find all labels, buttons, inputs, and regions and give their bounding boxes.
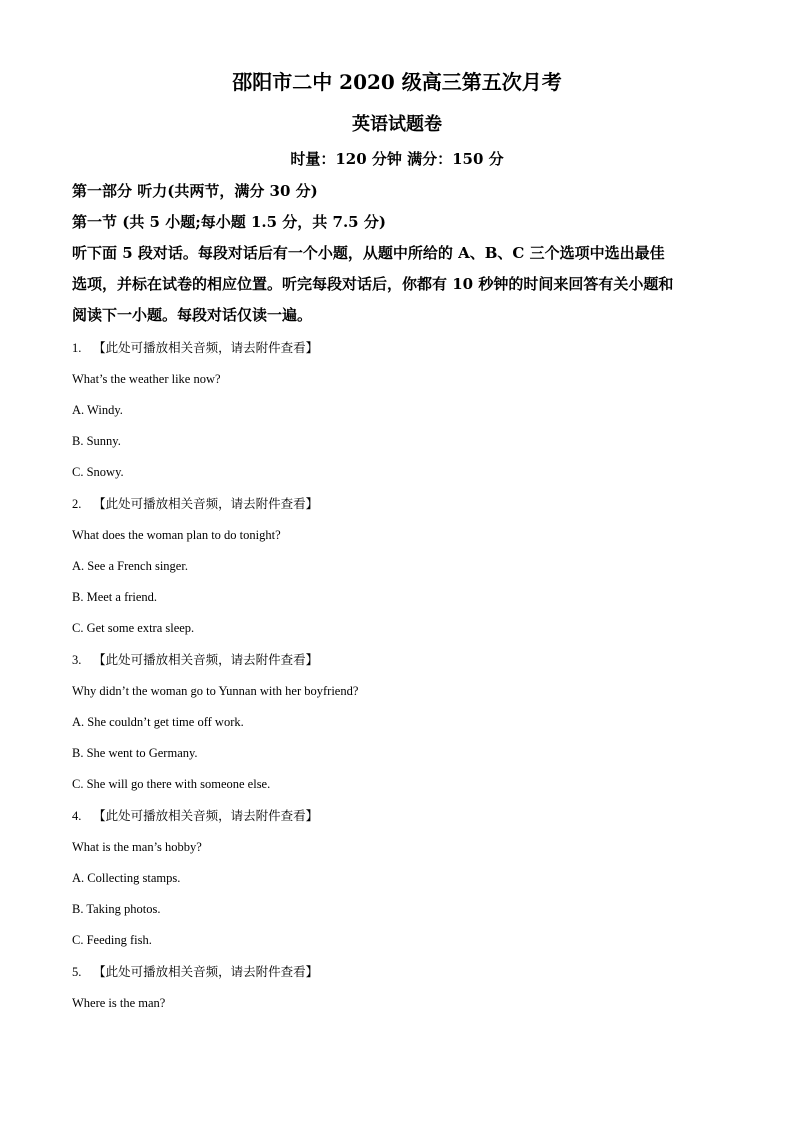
question-number: 2. [72,497,82,511]
question-2-option-a: A. See a French singer. [72,559,188,573]
question-number: 5. [72,965,82,979]
exam-time-and-score: 时量：120 分钟 满分：150 分 [290,150,504,168]
section-heading: 第一节 (共 5 小题;每小题 1.5 分，共 7.5 分) [72,213,386,231]
question-number: 1. [72,341,82,355]
question-2-text: What does the woman plan to do tonight? [72,528,281,542]
question-4-text: What is the man’s hobby? [72,840,202,854]
question-2-header [72,495,318,513]
question-2-option-b: B. Meet a friend. [72,590,158,604]
audio-placeholder-note: 【此处可播放相关音频，请去附件查看】 [93,653,319,667]
question-4-option-b: B. Taking photos. [72,902,161,916]
question-4-option-a: A. Collecting stamps. [72,871,181,885]
instructions-line-3: 阅读下一小题。每段对话仅读一遍。 [72,306,313,324]
question-number: 4. [72,809,82,823]
question-1-option-c: C. Snowy. [72,465,124,479]
question-4-header [72,807,318,825]
instructions-line-2: 选项，并标在试卷的相应位置。听完每段对话后，你都有 10 秒钟的时间来回答有关小题和 [72,275,674,293]
question-5-text: Where is the man? [72,996,166,1010]
question-3-option-c: C. She will go there with someone else. [72,777,271,791]
question-1-text: What’s the weather like now? [72,372,221,386]
question-3-text: Why didn’t the woman go to Yunnan with her boyfriend? [72,684,359,698]
question-3-header [72,651,318,669]
question-5-header [72,963,318,981]
exam-title: 邵阳市二中 2020 级高三第五次月考 [232,70,562,94]
question-3-option-a: A. She couldn’t get time off work. [72,715,244,729]
audio-placeholder-note: 【此处可播放相关音频，请去附件查看】 [93,965,319,979]
instructions-line-1: 听下面 5 段对话。每段对话后有一个小题，从题中所给的 A、B、C 三个选项中选出最佳 [72,244,665,262]
question-number: 3. [72,653,82,667]
audio-placeholder-note: 【此处可播放相关音频，请去附件查看】 [93,497,319,511]
question-1-option-a: A. Windy. [72,403,123,417]
question-2-option-c: C. Get some extra sleep. [72,621,195,635]
question-1-option-b: B. Sunny. [72,434,121,448]
question-3-option-b: B. She went to Germany. [72,746,198,760]
exam-subtitle: 英语试题卷 [352,114,442,135]
part-heading: 第一部分 听力(共两节，满分 30 分) [72,182,318,200]
question-4-option-c: C. Feeding fish. [72,933,152,947]
audio-placeholder-note: 【此处可播放相关音频，请去附件查看】 [93,341,319,355]
audio-placeholder-note: 【此处可播放相关音频，请去附件查看】 [93,809,319,823]
question-1-header [72,339,318,357]
